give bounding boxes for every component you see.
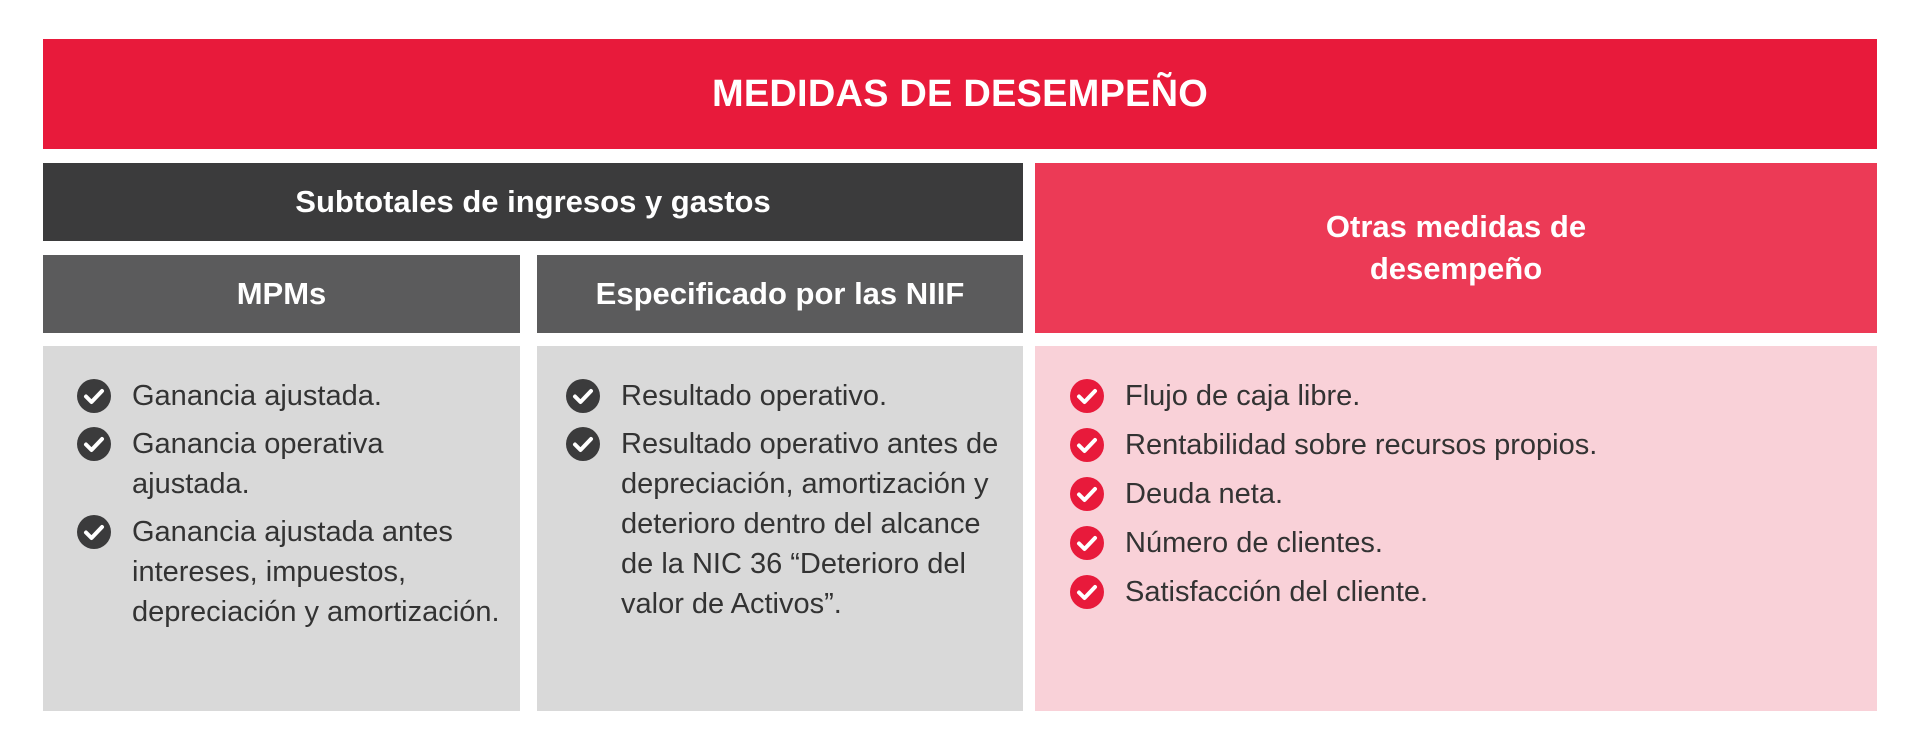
list-item-text: Rentabilidad sobre recursos propios.: [1125, 429, 1598, 461]
mpms-list: [77, 376, 500, 640]
list-item-text: Flujo de caja libre.: [1125, 380, 1361, 412]
other-measures-header-line1: Otras medidas de: [1325, 209, 1587, 244]
list-item: [1070, 425, 1857, 465]
list-item: [566, 376, 1003, 416]
list-item: [1070, 572, 1857, 612]
list-item: [1070, 523, 1857, 563]
list-item-text: Ganancia operativa ajustada.: [132, 428, 384, 500]
list-item-text: Deuda neta.: [1125, 478, 1284, 510]
check-circle-icon: [1070, 428, 1104, 462]
check-circle-icon: [566, 427, 600, 461]
check-circle-icon: [1070, 379, 1104, 413]
list-item: [566, 424, 1003, 624]
other-measures-header-line2: desempeño: [1369, 251, 1543, 286]
list-item: [77, 512, 500, 632]
list-item-text: Resultado operativo antes de depreciación, amortización y deterioro dentro del alcance de la NIC 36 “Deterioro del valor de Activos”.: [621, 428, 999, 620]
niif-list: [566, 376, 1003, 632]
list-item: [1070, 376, 1857, 416]
check-circle-icon: [566, 379, 600, 413]
list-item-text: Ganancia ajustada antes intereses, impuestos, depreciación y amortización.: [132, 516, 500, 628]
list-item-text: Resultado operativo.: [621, 380, 887, 412]
other-measures-panel: [1035, 346, 1877, 711]
check-circle-icon: [77, 427, 111, 461]
list-item: [77, 424, 500, 504]
list-item: [1070, 474, 1857, 514]
list-item-text: Ganancia ajustada.: [132, 380, 382, 412]
list-item-text: Satisfacción del cliente.: [1125, 576, 1429, 608]
other-measures-header: [1035, 163, 1877, 333]
subtotals-header: Subtotales de ingresos y gastos: [43, 163, 1023, 241]
check-circle-icon: [77, 379, 111, 413]
list-item-text: Número de clientes.: [1125, 527, 1383, 559]
niif-header: Especificado por las NIIF: [537, 255, 1023, 333]
list-item: [77, 376, 500, 416]
check-circle-icon: [1070, 477, 1104, 511]
mpms-header: MPMs: [43, 255, 520, 333]
check-circle-icon: [77, 515, 111, 549]
mpms-panel: [43, 346, 520, 711]
check-circle-icon: [1070, 526, 1104, 560]
check-circle-icon: [1070, 575, 1104, 609]
other-measures-list: [1070, 376, 1857, 621]
niif-panel: [537, 346, 1023, 711]
diagram-title: MEDIDAS DE DESEMPEÑO: [43, 39, 1877, 149]
